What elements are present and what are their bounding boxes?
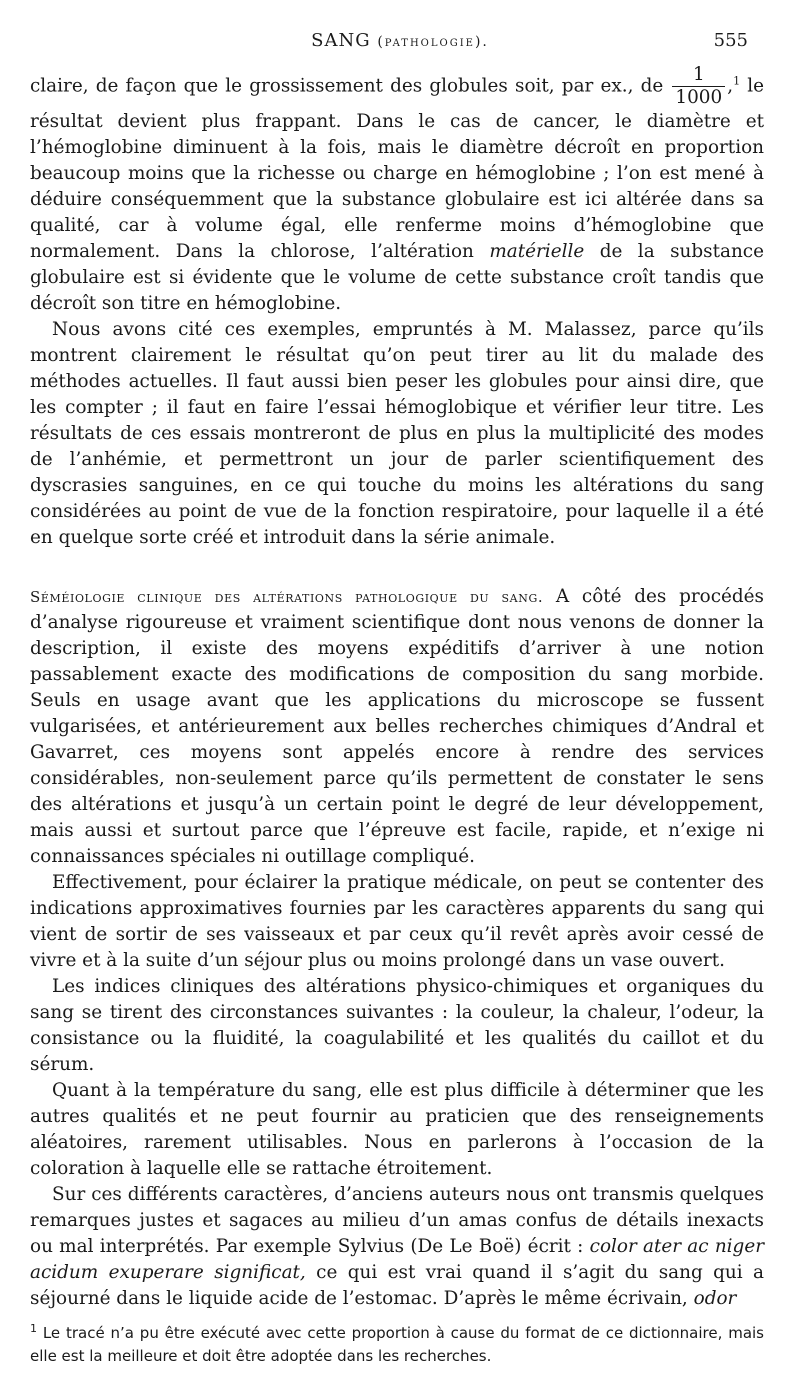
- paragraph-7-mid: ce qui est vrai quand il s’agit du sang qui a séjourné dans le liquide acide de l’estomac. D’après le même écrivain,: [30, 1262, 764, 1309]
- paragraph-1: [30, 64, 764, 317]
- paragraph-1-body: le résultat devient plus frappant. Dans le cas de cancer, le diamètre et l’hémoglobine diminuent à la fois, mais le diamètre décroît en proportion beaucoup moins que la richesse ou charge en hémoglobine ; l’on est mené à déduire conséquemment que la substance globulaire est ici altérée dans sa qualité, car à volume égal, elle renferme moins d’hémoglobine que normalement. Dans la chlorose, l’altération: [30, 75, 764, 262]
- paragraph-section: [30, 584, 764, 870]
- fraction: [672, 64, 725, 109]
- running-title-sub: (pathologie).: [377, 34, 489, 50]
- running-header: [30, 30, 770, 60]
- paragraph-5: Les indices cliniques des altérations physico-chimiques et organiques du sang se tirent des circonstances suivantes : la couleur, la chaleur, l’odeur, la consistance ou la fluidité, la coagulabilité et les qualités du caillot et du sérum.: [30, 976, 764, 1075]
- section-text: A côté des procédés d’analyse rigoureuse et vraiment scientifique dont nous venons de donner la description, il existe des moyens expéditifs d’arriver à une notion passablement exacte des modifications de composition du sang morbide. Seuls en usage avant que les applications du microscope se fussent vulgarisées, et antérieurement aux belles recherches chimiques d’Andral et Gavarret, ces moyens sont appelés encore à rendre des services considérables, non-seulement parce qu’ils permettent de constater le sens des altérations et jusqu’à un certain point le degré de leur développement, mais aussi et surtout parce que l’épreuve est facile, rapide, et n’exige ni connaissances spéciales ni outillage compliqué.: [30, 586, 764, 867]
- paragraph-1-start: claire, de façon que le grossissement des globules soit, par ex., de: [30, 75, 664, 97]
- paragraph-1-end: de la substance globulaire est si évidente que le volume de cette substance croît tandis que décroît son titre en hémoglobine.: [30, 241, 764, 314]
- footnote-mark: 1: [30, 1322, 37, 1335]
- paragraph-7: [30, 1182, 764, 1312]
- paragraph-7-start: Sur ces différents caractères, d’anciens auteurs nous ont transmis quelques remarques justes et sagaces au milieu d’un amas confus de détails inexacts ou mal interprétés. Par exemple Sylvius (De Le Boë) écrit :: [30, 1184, 764, 1257]
- body-text: [30, 64, 764, 1312]
- fraction-denominator: 1000: [675, 87, 723, 108]
- paragraph-4: Effectivement, pour éclairer la pratique médicale, on peut se contenter des indications approximatives fournies par les caractères apparents du sang qui vient de sortir de ses vaisseaux et par ceux qu’il revêt après avoir cessé de vivre et à la suite d’un séjour plus ou moins prolongé dans un vase ouvert.: [30, 872, 764, 971]
- page-number: 555: [713, 30, 748, 51]
- fraction-comma: ,: [727, 75, 734, 97]
- footnote-reference: 1: [733, 74, 741, 88]
- fraction-numerator: 1: [672, 64, 725, 87]
- latin-quote: color ater ac niger acidum exuperare significat,: [30, 1236, 764, 1283]
- paragraph-2: Nous avons cité ces exemples, empruntés à M. Malassez, parce qu’ils montrent clairement le résultat qu’on peut tirer au lit du malade des méthodes actuelles. Il faut aussi bien peser les globules pour ainsi dire, que les compter ; il faut en faire l’essai hémoglobique et vérifier leur titre. Les résultats de ces essais montreront de plus en plus la multiplicité des modes de l’anhémie, et permettront un jour de parler scientifiquement des dyscrasies sanguines, en ce qui touche du moins les altérations du sang considérées au point de vue de la fonction respiratoire, pour laquelle il a été en quelque sorte créé et introduit dans la série animale.: [30, 319, 764, 548]
- footnote: [30, 1317, 764, 1368]
- italic-word: matérielle: [489, 241, 585, 262]
- running-title: [30, 30, 770, 51]
- section-title: Séméiologie clinique des altérations pathologique du sang.: [30, 588, 544, 606]
- paragraph-6: Quant à la température du sang, elle est plus difficile à déterminer que les autres qualités et ne peut fournir au praticien que des renseignements aléatoires, rarement utilisables. Nous en parlerons à l’occasion de la coloration à laquelle elle se rattache étroitement.: [30, 1080, 764, 1179]
- latin-word: odor: [693, 1288, 737, 1309]
- footnote-text: Le tracé n’a pu être exécuté avec cette proportion à cause du format de ce dictionnaire, mais elle est la meilleure et doit être adoptée dans les recherches.: [30, 1324, 764, 1365]
- running-title-main: SANG: [311, 30, 371, 51]
